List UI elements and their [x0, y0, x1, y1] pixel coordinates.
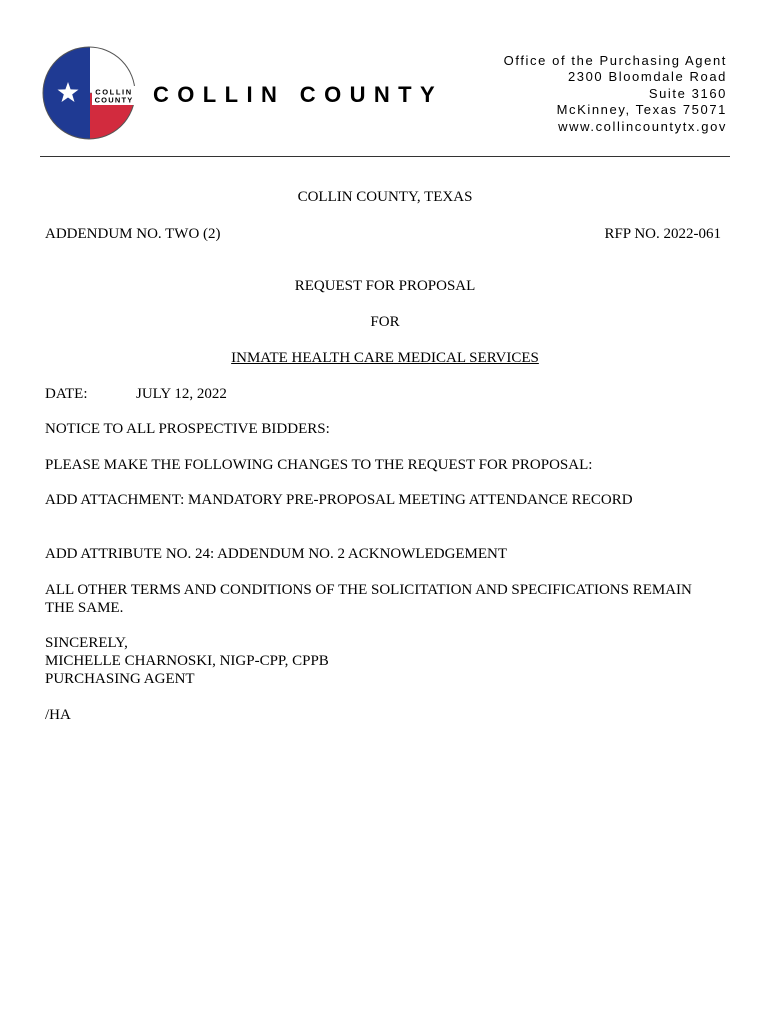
rfp-number: RFP NO. 2022-061 [604, 226, 721, 242]
jurisdiction: COLLIN COUNTY, TEXAS [297, 189, 473, 205]
office-address [504, 53, 727, 135]
collin-county-logo [42, 46, 136, 140]
closing: SINCERELY, [45, 635, 128, 651]
change-item-attribute: ADD ATTRIBUTE NO. 24: ADDENDUM NO. 2 ACKNOWLEDGEMENT [45, 546, 508, 562]
logo-text-line1: COLLIN [95, 87, 133, 97]
instruction-line: PLEASE MAKE THE FOLLOWING CHANGES TO THE REQUEST FOR PROPOSAL: [45, 457, 593, 473]
heading-title-wrap [0, 349, 770, 367]
header-divider [40, 156, 730, 157]
notice-line: NOTICE TO ALL PROSPECTIVE BIDDERS: [45, 421, 330, 437]
signer-title: PURCHASING AGENT [45, 671, 195, 687]
change-item-attachment: ADD ATTACHMENT: MANDATORY PRE-PROPOSAL MEETING ATTENDANCE RECORD [45, 492, 633, 508]
heading-title: INMATE HEALTH CARE MEDICAL SERVICES [231, 350, 539, 366]
terms-line-2: THE SAME. [45, 600, 124, 616]
logo-text-line2: COUNTY [94, 95, 134, 105]
address-line-website[interactable]: www.collincountytx.gov [558, 118, 727, 134]
date-label: DATE: [45, 386, 88, 402]
addendum-number: ADDENDUM NO. TWO (2) [45, 226, 221, 242]
heading-for: FOR [370, 314, 400, 330]
terms-line-1: ALL OTHER TERMS AND CONDITIONS OF THE SOLICITATION AND SPECIFICATIONS REMAIN [45, 582, 692, 598]
typist-initials: /HA [45, 707, 71, 723]
county-name: COLLIN COUNTY [153, 82, 444, 107]
address-line-city: McKinney, Texas 75071 [556, 102, 727, 118]
heading-request: REQUEST FOR PROPOSAL [294, 278, 476, 294]
address-line-street: 2300 Bloomdale Road [567, 69, 727, 85]
address-line-office: Office of the Purchasing Agent [503, 53, 727, 68]
signer-name: MICHELLE CHARNOSKI, NIGP-CPP, CPPB [45, 653, 329, 669]
address-line-suite: Suite 3160 [648, 85, 727, 101]
date-value: JULY 12, 2022 [136, 386, 227, 402]
